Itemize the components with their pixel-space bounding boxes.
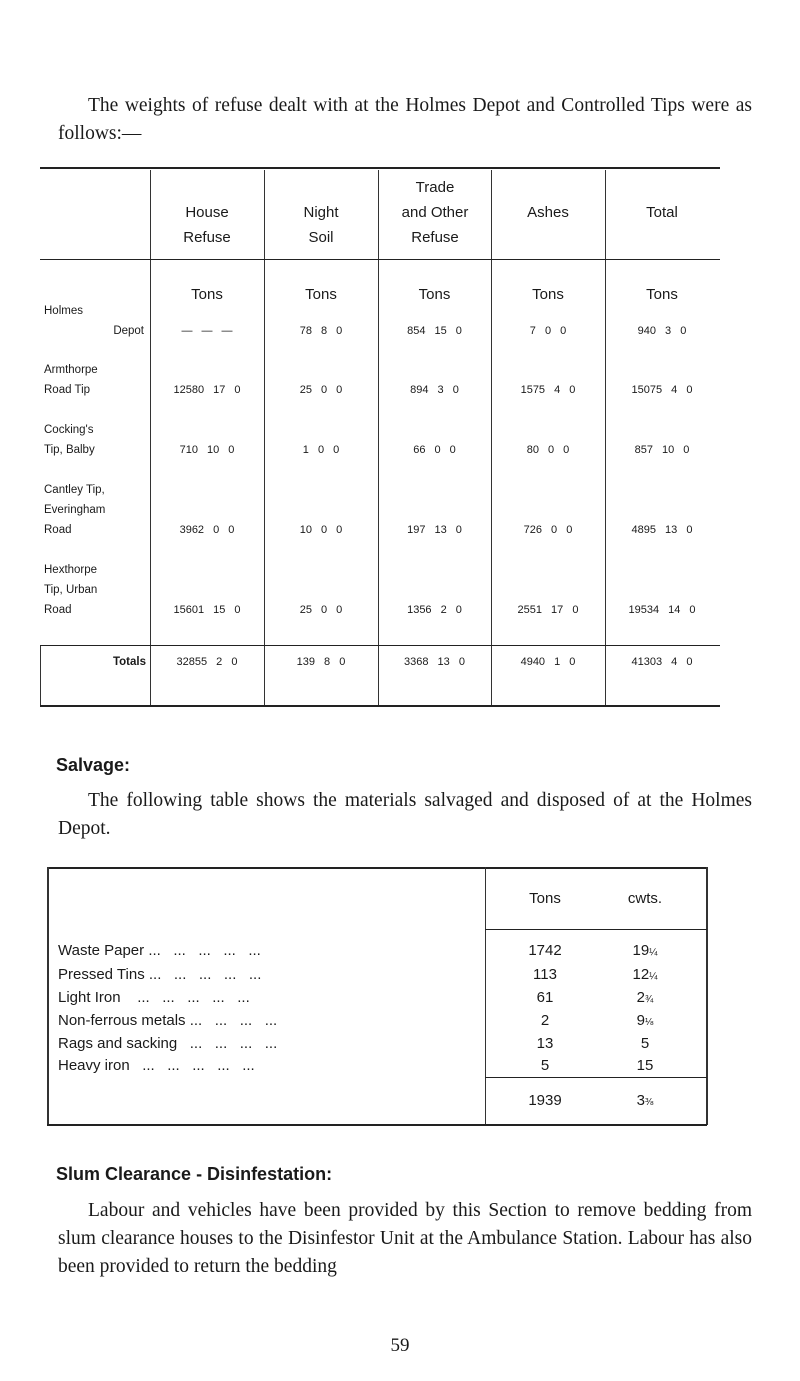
salvage-item: Pressed Tins ... ... ... ... ...	[58, 966, 262, 983]
salvage-cwts: 15	[636, 1057, 654, 1074]
salvage-cwts: 2¾	[636, 989, 654, 1006]
salvage-tons: 13	[536, 1035, 554, 1052]
col-header-cwts: cwts.	[627, 890, 663, 907]
col-header-trade-refuse: Trade and Other Refuse	[401, 179, 469, 246]
table-cell: — — —	[181, 325, 233, 337]
salvage-cwts: 19¼	[632, 942, 658, 959]
table-cell: 940 3 0	[637, 325, 687, 337]
table-cell: 15075 4 0	[631, 384, 693, 396]
col-header-ashes: Ashes	[527, 204, 569, 221]
col-header-tons: Tons	[529, 890, 561, 907]
row-label-hexthorpe: Hexthorpe Tip, Urban Road	[44, 564, 98, 616]
salvage-tons: 61	[536, 989, 554, 1006]
table-cell: 1 0 0	[302, 444, 340, 456]
unit-label: Tons	[532, 286, 564, 303]
totals-cell: 41303 4 0	[631, 656, 693, 668]
table-cell: 3962 0 0	[179, 524, 235, 536]
table-cell: 80 0 0	[526, 444, 570, 456]
salvage-total-cwts: 3⅜	[636, 1092, 654, 1109]
table-cell: 857 10 0	[634, 444, 690, 456]
table-cell: 25 0 0	[299, 604, 343, 616]
table-cell: 197 13 0	[407, 524, 462, 536]
table-cell: 19534 14 0	[628, 604, 696, 616]
salvage-item: Non-ferrous metals ... ... ... ...	[58, 1012, 278, 1029]
unit-label: Tons	[305, 286, 337, 303]
salvage-tons: 1742	[528, 942, 562, 959]
salvage-heading: Salvage:	[56, 755, 131, 775]
row-label-holmes: Holmes Depot	[44, 305, 144, 337]
salvage-paragraph: The following table shows the materials salvaged and disposed of at the Holmes Depot.	[58, 790, 752, 839]
table-cell: 1575 4 0	[520, 384, 576, 396]
col-header-house-refuse: House Refuse	[183, 204, 231, 246]
unit-label: Tons	[418, 286, 451, 303]
row-label-cantley: Cantley Tip, Everingham Road	[44, 484, 106, 536]
table-cell: 15601 15 0	[173, 604, 241, 616]
slum-clearance-heading: Slum Clearance - Disinfestation:	[56, 1164, 333, 1184]
salvage-tons: 113	[533, 966, 557, 983]
salvage-item: Light Iron ... ... ... ... ...	[58, 989, 250, 1006]
col-header-total: Total	[646, 204, 678, 221]
table-cell: 12580 17 0	[173, 384, 241, 396]
totals-cell: 139 8 0	[296, 656, 346, 668]
row-label-armthorpe: Armthorpe Road Tip	[44, 364, 98, 396]
salvage-item: Waste Paper ... ... ... ... ...	[58, 942, 261, 959]
slum-clearance-paragraph: Labour and vehicles have been provided by this Section to remove bedding from slum clearance houses to the Disinfestor Unit at the Ambulance Station. Labour has also been provided to return the bedding	[58, 1200, 752, 1277]
totals-cell: 3368 13 0	[404, 656, 465, 668]
table-cell: 4895 13 0	[631, 524, 693, 536]
table-cell: 1356 2 0	[407, 604, 462, 616]
salvage-cwts: 12¼	[632, 966, 658, 983]
totals-label: Totals	[112, 656, 146, 668]
unit-label: Tons	[646, 286, 678, 303]
totals-cell: 32855 2 0	[176, 656, 238, 668]
salvage-item: Heavy iron ... ... ... ... ...	[58, 1057, 255, 1074]
table-cell: 2551 17 0	[517, 604, 579, 616]
salvage-tons: 5	[540, 1057, 550, 1074]
table-cell: 10 0 0	[299, 524, 343, 536]
table-cell: 854 15 0	[407, 325, 462, 337]
table-cell: 66 0 0	[413, 444, 456, 456]
totals-cell: 4940 1 0	[520, 656, 576, 668]
salvage-cwts: 9⅛	[636, 1012, 654, 1029]
unit-label: Tons	[191, 286, 223, 303]
table-cell: 78 8 0	[299, 325, 343, 337]
salvage-cwts: 5	[640, 1035, 650, 1052]
salvage-total-tons: 1939	[528, 1092, 562, 1109]
table-cell: 25 0 0	[299, 384, 343, 396]
table-cell: 726 0 0	[523, 524, 573, 536]
table-cell: 894 3 0	[410, 384, 459, 396]
intro-paragraph: The weights of refuse dealt with at the Holmes Depot and Controlled Tips were as follows:—	[58, 95, 752, 144]
salvage-tons: 2	[540, 1012, 550, 1029]
page-number: 59	[390, 1335, 410, 1356]
salvage-item: Rags and sacking ... ... ... ...	[58, 1035, 278, 1052]
table-cell: 710 10 0	[179, 444, 235, 456]
col-header-night-soil: Night Soil	[303, 204, 339, 246]
row-label-cockings: Cocking's Tip, Balby	[44, 424, 95, 456]
table-cell: 7 0 0	[529, 325, 567, 337]
